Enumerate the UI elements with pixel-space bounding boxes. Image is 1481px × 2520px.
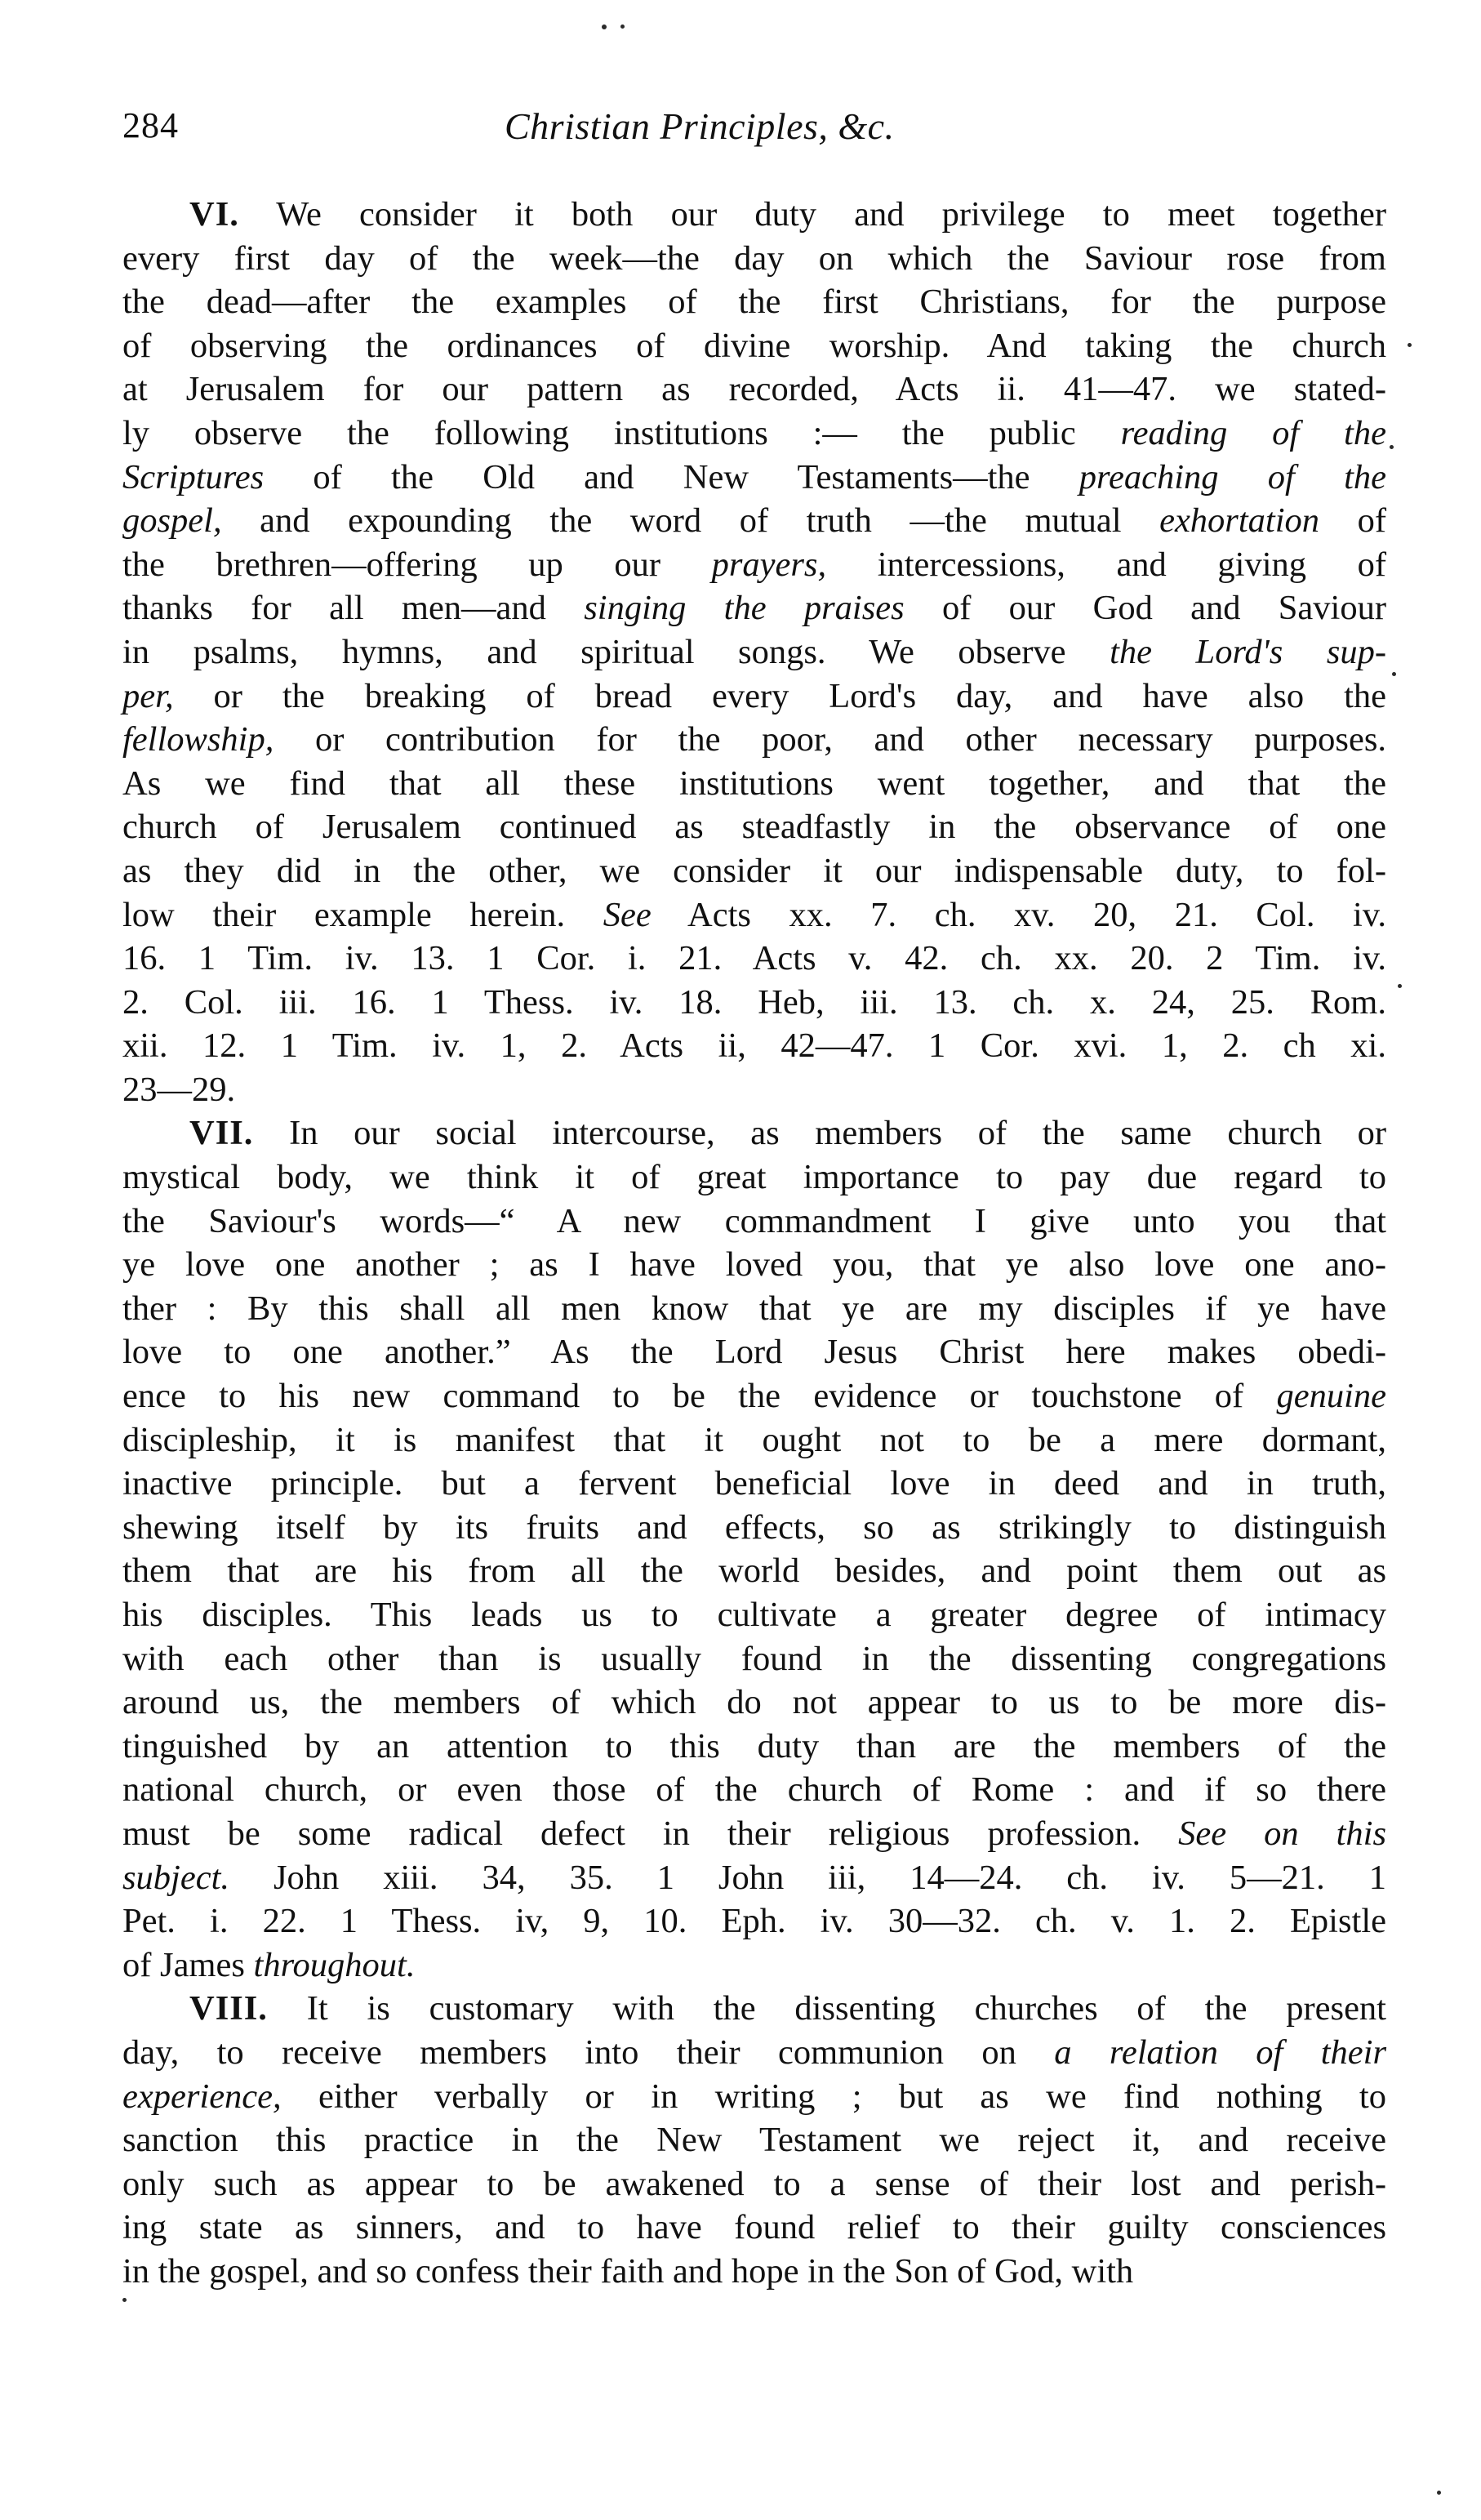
text-span: low their example herein. [122,895,603,934]
text-line [122,937,1386,981]
text-line [122,456,1386,500]
text-span: or the breaking of bread every Lord's day, and have also the [173,676,1386,715]
text-line [122,193,1386,237]
text-line [122,2118,1386,2162]
text-line [122,675,1386,719]
italic-text: singing the praises [584,589,905,628]
text-span: either verbally or in writing ; but as we find nothing to [281,2077,1386,2116]
text-line [122,1374,1386,1418]
text-line [122,1462,1386,1506]
italic-text: fellowship, [122,720,274,759]
text-span: We consider it both our duty and privilege to meet together [276,195,1387,234]
text-line [122,1549,1386,1593]
text-span: 16. 1 Tim. iv. 13. 1 Cor. i. 21. Acts v. 42. ch. xx. 20. 2 Tim. iv. [122,939,1386,978]
text-span: the brethren—offering up our [122,545,712,584]
text-line [122,1943,1386,1988]
text-span: Acts xx. 7. ch. xv. 20, 21. Col. iv. [651,895,1386,934]
text-line [122,1593,1386,1637]
text-line [122,718,1386,762]
italic-text: exhortation [1159,501,1320,541]
text-line [122,1856,1386,1900]
text-span: In our social intercourse, as members of the same church or [289,1114,1387,1153]
text-line [122,1812,1386,1856]
text-span: intercessions, and giving of [826,545,1386,584]
body-text [122,193,1386,2294]
italic-text: See on this [1178,1814,1386,1853]
text-line [122,1725,1386,1769]
text-span: 2. Col. iii. 16. 1 Thess. iv. 18. Heb, iii. 13. ch. x. 24, 25. Rom. [122,982,1386,1022]
text-span: only such as appear to be awakened to a sense of their lost and perish- [122,2164,1386,2203]
page-header [122,105,1380,154]
text-line [122,1637,1386,1681]
text-span: of James [122,1945,254,1984]
text-span: of [1319,501,1386,541]
text-line [122,1681,1386,1725]
text-span: ing state as sinners, and to have found relief to their guilty consciences [122,2208,1386,2247]
text-span: national church, or even those of the church of Rome : and if so there [122,1770,1386,1810]
text-line [122,2075,1386,2119]
text-line [122,499,1386,543]
text-line [122,543,1386,587]
text-span: as they did in the other, we consider it our indispensable duty, to fol- [122,851,1386,890]
text-line [122,412,1386,456]
scan-speck [620,24,625,29]
scan-speck [1398,984,1402,988]
text-line [122,805,1386,849]
italic-text: Scriptures [122,457,265,496]
text-span: of our God and Saviour [904,589,1386,628]
text-line [122,2162,1386,2206]
text-line [122,586,1386,630]
italic-text: experience, [122,2077,282,2116]
italic-text: preaching of the [1079,457,1386,496]
page-number: 284 [122,105,179,145]
text-line [122,1024,1386,1068]
text-line [122,1899,1386,1943]
italic-text: a relation of their [1054,2032,1387,2072]
text-span: Pet. i. 22. 1 Thess. iv, 9, 10. Eph. iv. 30—32. ch. v. 1. 2. Epistle [122,1902,1386,1941]
text-span: It is customary with the dissenting churches of the present [306,1989,1386,2028]
text-line [122,1287,1386,1331]
text-span: ly observe the following institutions :— the public [122,413,1121,452]
scan-speck [602,24,607,29]
text-span: 23—29. [122,1070,236,1109]
scan-speck [122,2298,127,2302]
text-span: shewing itself by its fruits and effects, so as strikingly to distinguish [122,1507,1386,1547]
scan-speck [1390,445,1394,449]
text-span: or contribution for the poor, and other necessary purposes. [274,720,1386,759]
italic-text: reading of the [1120,413,1386,452]
text-line [122,1768,1386,1812]
text-span: mystical body, we think it of great importance to pay due regard to [122,1158,1386,1197]
italic-text: prayers, [711,545,827,584]
text-span: of observing the ordinances of divine worship. And taking the church [122,326,1386,365]
text-span: at Jerusalem for our pattern as recorded, Acts ii. 41—47. we stated- [122,370,1386,409]
text-line [122,1418,1386,1463]
text-line [122,849,1386,893]
text-span: John xiii. 34, 35. 1 John iii, 14—24. ch. iv. 5—21. 1 [229,1858,1386,1897]
text-span: his disciples. This leads us to cultivate a greater degree of intimacy [122,1596,1386,1634]
text-line [122,1330,1386,1374]
text-span: ye love one another ; as I have loved you, that ye also love one ano- [122,1245,1386,1284]
text-span: discipleship, it is manifest that it ought not to be a mere dormant, [122,1420,1386,1459]
text-span: them that are his from all the world besides, and point them out as [122,1552,1386,1591]
text-line [122,1111,1386,1155]
text-span: thanks for all men—and [122,589,585,628]
italic-text: throughout. [253,1945,416,1984]
text-line [122,1243,1386,1287]
text-line [122,280,1386,324]
text-span: xii. 12. 1 Tim. iv. 1, 2. Acts ii, 42—47. 1 Cor. xvi. 1, 2. ch xi. [122,1026,1386,1066]
scan-speck [1437,2491,1441,2495]
text-line [122,762,1386,806]
scan-speck [1408,343,1412,347]
text-span: church of Jerusalem continued as steadfastly in the observance of one [122,808,1386,847]
text-line [122,1068,1386,1112]
text-span: and expounding the word of truth —the mutual [221,501,1160,541]
text-span: inactive principle. but a fervent beneficial love in deed and in truth, [122,1464,1386,1503]
text-line [122,1200,1386,1244]
text-span: in psalms, hymns, and spiritual songs. We observe [122,632,1110,671]
text-line [122,1155,1386,1200]
text-span: tinguished by an attention to this duty than are the members of the [122,1726,1386,1765]
text-span: in the gospel, and so confess their faith and hope in the Son of God, with [122,2251,1134,2291]
italic-text: gospel, [122,501,222,541]
text-line [122,893,1386,937]
text-line [122,1506,1386,1550]
text-line [122,981,1386,1025]
section-number: VIII. [189,1989,268,2028]
scan-speck [1392,672,1396,676]
italic-text: genuine [1276,1377,1386,1416]
text-line [122,2206,1386,2250]
text-line [122,1987,1386,2031]
text-span: must be some radical defect in their religious profession. [122,1814,1179,1853]
text-line [122,324,1386,368]
text-line [122,630,1386,675]
text-span: with each other than is usually found in the dissenting congregations [122,1639,1386,1678]
italic-text: subject. [122,1858,230,1897]
text-span: ence to his new command to be the evidence or touchstone of [122,1377,1277,1416]
text-span: ther : By this shall all men know that ye are my disciples if ye have [122,1289,1386,1328]
text-span: day, to receive members into their communion on [122,2032,1055,2072]
text-line [122,2250,1386,2294]
section-number: VI. [189,195,239,234]
text-span: As we find that all these institutions went together, and that the [122,764,1386,803]
italic-text: per, [122,676,174,715]
italic-text: See [603,895,652,934]
text-line [122,367,1386,412]
text-span: every first day of the week—the day on which the Saviour rose from [122,238,1386,278]
text-span: of the Old and New Testaments—the [264,457,1079,496]
running-title: Christian Principles, &c. [505,105,895,147]
text-span: sanction this practice in the New Testament we reject it, and receive [122,2121,1386,2160]
text-line [122,2031,1386,2075]
text-span: around us, the members of which do not appear to us to be more dis- [122,1683,1386,1722]
italic-text: the Lord's sup- [1110,632,1387,671]
section-number: VII. [189,1114,254,1153]
text-span: the dead—after the examples of the first Christians, for the purpose [122,283,1386,322]
text-span: love to one another.” As the Lord Jesus Christ here makes obedi- [122,1333,1386,1372]
text-line [122,237,1386,281]
text-span: the Saviour's words—“ A new commandment I give unto you that [122,1201,1386,1240]
